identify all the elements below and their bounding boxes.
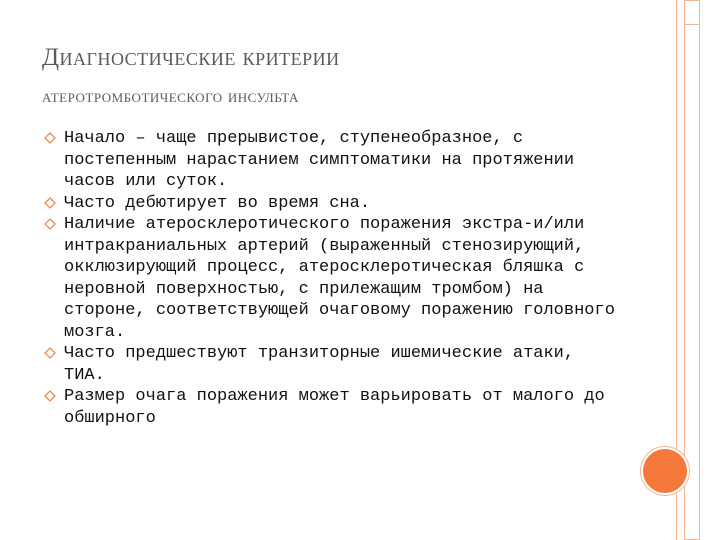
open-diamond-icon xyxy=(44,347,56,359)
open-diamond-icon xyxy=(44,390,56,402)
frame-line xyxy=(699,0,700,540)
frame-line xyxy=(684,0,700,1)
list-item xyxy=(44,386,624,429)
list-item xyxy=(44,193,624,215)
list-item-text: Наличие атеросклеротического поражения экстра-и/или интракраниальных артерий (выраженный стенозирующий, окклюзирующий процесс, атеросклеротическая бляшка с неровной поверхностью, с прилежащим тромбом) на стороне, соответствующей очаговому поражению головного мозга. xyxy=(64,215,615,342)
decorative-circle xyxy=(641,447,689,495)
open-diamond-icon xyxy=(44,218,56,230)
title-line-2: атеротромботического инсульта xyxy=(42,86,299,107)
list-item xyxy=(44,214,624,343)
list-item-text: Размер очага поражения может варьировать от малого до обширного xyxy=(64,387,605,428)
title-line-1: Диагностические критерии xyxy=(42,44,340,71)
open-diamond-icon xyxy=(44,132,56,144)
list-item-text: Часто предшествуют транзиторные ишемические атаки, ТИА. xyxy=(64,344,575,385)
list-item-text: Часто дебютирует во время сна. xyxy=(64,193,371,213)
list-item xyxy=(44,128,624,193)
open-diamond-icon xyxy=(44,197,56,209)
list-item-text: Начало – чаще прерывистое, ступенеобразное, с постепенным нарастанием симптоматики на протяжении часов или суток. xyxy=(64,129,575,191)
slide-title xyxy=(42,40,662,110)
bullet-list xyxy=(44,128,624,429)
frame-line xyxy=(684,24,700,25)
list-item xyxy=(44,343,624,386)
